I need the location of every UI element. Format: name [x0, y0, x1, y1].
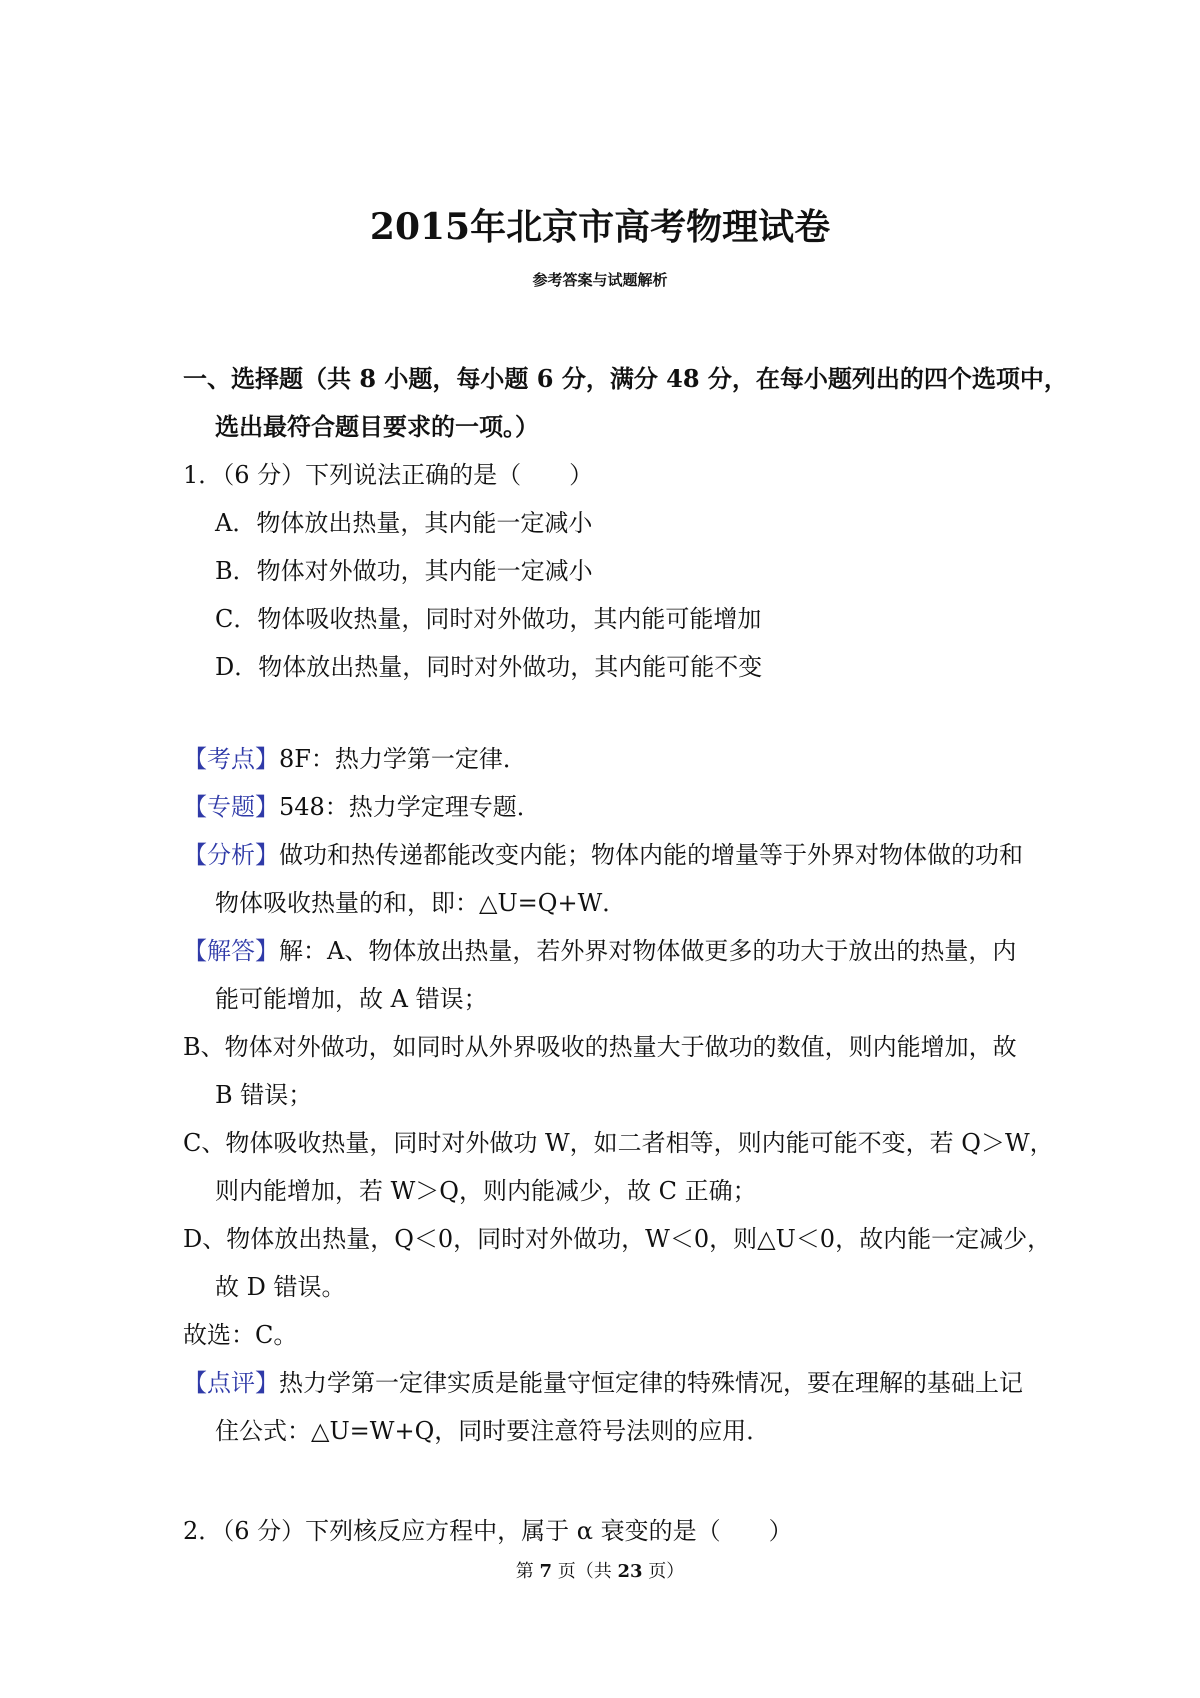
- footer-total-pages: 23: [617, 1561, 643, 1582]
- question-1-stem: 1．（6 分）下列说法正确的是（ ）: [183, 461, 594, 489]
- jieda-part-d-continued: 故 D 错误。: [215, 1273, 346, 1301]
- footer-middle: 页（共: [552, 1561, 618, 1582]
- jieda-part-b: B、物体对外做功，如同时从外界吸收的热量大于做功的数值，则内能增加，故: [183, 1033, 1017, 1061]
- dianping-text: 热力学第一定律实质是能量守恒定律的特殊情况，要在理解的基础上记: [279, 1369, 1023, 1397]
- jieda-part-c: C、物体吸收热量，同时对外做功 W，如二者相等，则内能可能不变，若 Q＞W，: [183, 1129, 1054, 1157]
- dianping-tag: 【点评】: [183, 1369, 279, 1397]
- footer-prefix: 第: [515, 1561, 540, 1582]
- kaodian-text: 8F：热力学第一定律．: [279, 745, 527, 773]
- kaodian-line: [183, 735, 1033, 783]
- question-2-stem: 2．（6 分）下列核反应方程中，属于 α 衰变的是（ ）: [183, 1517, 793, 1545]
- question-1-option-b: B．物体对外做功，其内能一定减小: [215, 557, 593, 585]
- dianping-text-continued: 住公式：△U=W+Q，同时要注意符号法则的应用．: [215, 1417, 771, 1445]
- question-1-option-c: C．物体吸收热量，同时对外做功，其内能可能增加: [215, 605, 762, 633]
- page-subtitle: 参考答案与试题解析: [532, 271, 668, 289]
- jieda-part-b-continued: B 错误；: [215, 1081, 313, 1109]
- question-1-option-d: D．物体放出热量，同时对外做功，其内能可能不变: [215, 653, 763, 681]
- section-heading: 一、选择题（共 8 小题，每小题 6 分，满分 48 分，在每小题列出的四个选项中，: [183, 364, 1068, 393]
- fenxi-text-continued: 物体吸收热量的和，即：△U=Q+W．: [215, 889, 627, 917]
- question-1-option-a: A．物体放出热量，其内能一定减小: [215, 509, 593, 537]
- kaodian-tag: 【考点】: [183, 745, 279, 773]
- spacer: [183, 1455, 1033, 1507]
- fenxi-tag: 【分析】: [183, 841, 279, 869]
- jieda-tag: 【解答】: [183, 937, 279, 965]
- zhuanti-line: [183, 783, 1033, 831]
- jieda-line: [183, 927, 1033, 975]
- fenxi-line: [183, 831, 1033, 879]
- fenxi-text: 做功和热传递都能改变内能；物体内能的增量等于外界对物体做的功和: [279, 841, 1023, 869]
- spacer: [183, 691, 1033, 735]
- zhuanti-text: 548：热力学定理专题．: [279, 793, 541, 821]
- jieda-answer: 故选：C。: [183, 1321, 298, 1349]
- jieda-text: 解：A、物体放出热量，若外界对物体做更多的功大于放出的热量，内: [279, 937, 1017, 965]
- document-body: [183, 355, 1068, 1555]
- footer-suffix: 页）: [642, 1561, 685, 1582]
- jieda-part-c-continued: 则内能增加，若 W＞Q，则内能减少，故 C 正确；: [215, 1177, 757, 1205]
- page-footer: [0, 1560, 1200, 1584]
- footer-page-number: 7: [539, 1561, 552, 1582]
- dianping-line: [183, 1359, 1033, 1407]
- section-heading-continued: 选出最符合题目要求的一项。）: [215, 412, 539, 441]
- jieda-text-continued: 能可能增加，故 A 错误；: [215, 985, 488, 1013]
- zhuanti-tag: 【专题】: [183, 793, 279, 821]
- jieda-part-d: D、物体放出热量，Q＜0，同时对外做功，W＜0，则△U＜0，故内能一定减少，: [183, 1225, 1052, 1253]
- page-title: 2015年北京市高考物理试卷: [369, 206, 831, 248]
